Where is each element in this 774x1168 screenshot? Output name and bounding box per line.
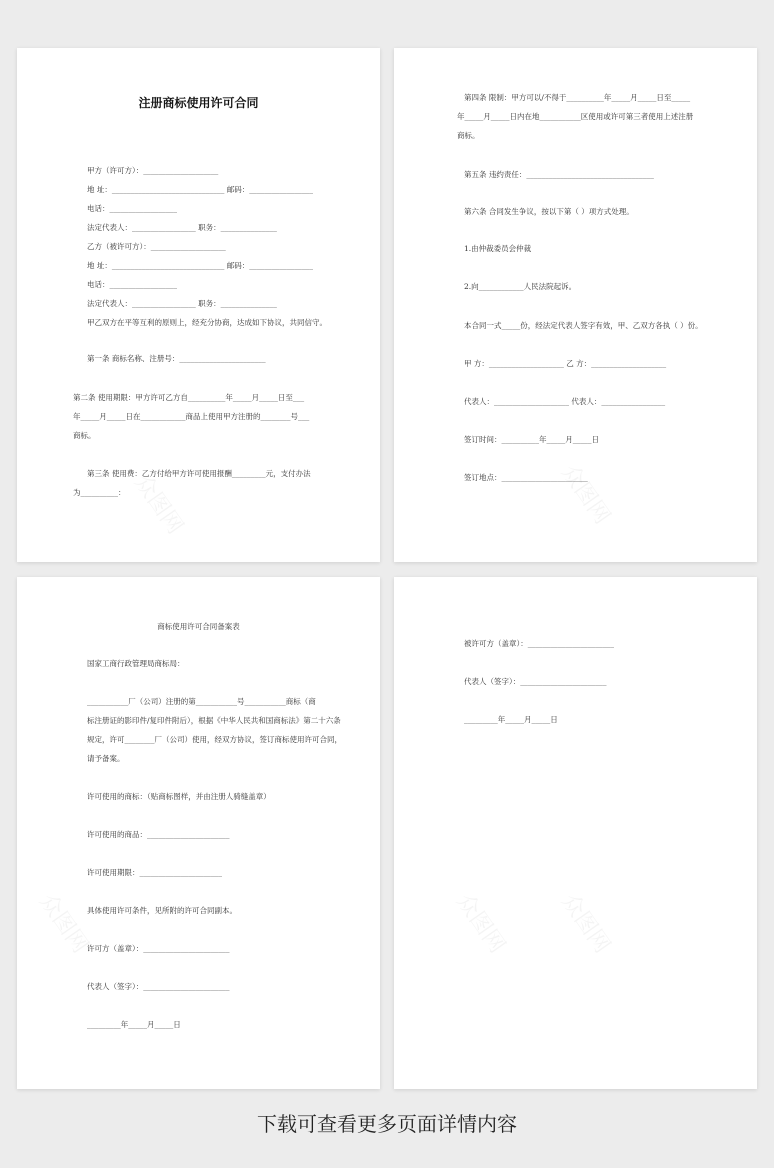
article-2-line-3: 商标。: [73, 431, 96, 440]
addressee-line: 国家工商行政管理局商标局：: [87, 659, 185, 668]
licensor-address-line: 地 址：______________________________ 邮码：_________________: [87, 185, 314, 194]
watermark: [450, 887, 513, 959]
licensee-seal-line: 被许可方（盖章）：_______________________: [464, 639, 614, 648]
parties-signature-line: 甲 方：____________________ 乙 方：____________________: [464, 359, 667, 368]
filing-body-line-2: 标注册证的影印件/复印件附后），根据《中华人民共和国商标法》第二十六条: [87, 716, 341, 725]
licensor-line: 甲方（许可方）：____________________: [87, 166, 219, 175]
watermark: [555, 887, 618, 959]
download-hint: 下载可查看更多页面详情内容: [257, 1112, 517, 1136]
license-period-line: 许可使用期限：______________________: [87, 868, 222, 877]
option-arbitration: 1.由仲裁委员会仲裁: [464, 244, 532, 253]
article-3-line-2: 为__________：: [73, 488, 126, 497]
filing-form-page-1: [17, 577, 380, 1089]
signing-place-line: 签订地点：_______________________: [464, 473, 588, 482]
article-5: 第五条 违约责任：__________________________________: [464, 170, 654, 179]
licensed-goods-line: 许可使用的商品：______________________: [87, 830, 230, 839]
filing-body-line-4: 请予备案。: [87, 754, 125, 763]
signing-date-line: 签订时间：__________年_____月_____日: [464, 435, 599, 444]
article-2-line-1: 第二条 使用期限：甲方许可乙方自__________年_____月_____日至___: [73, 393, 305, 402]
licensor-representative-line: 法定代表人：_________________ 职务：_______________: [87, 223, 277, 232]
article-3-line-1: 第三条 使用费：乙方付给甲方许可使用报酬_________元，支付办法: [87, 469, 311, 478]
article-4-line-2: 年_____月_____日内在地___________区使用或许可第三者使用上述注册: [457, 112, 694, 121]
licensee-address-line: 地 址：______________________________ 邮码：_________________: [87, 261, 314, 270]
article-4-line-1: 第四条 限制：甲方可以/不得于__________年_____月_____日至_____: [464, 93, 691, 102]
contract-page-1: [17, 48, 380, 562]
contract-title: 注册商标使用许可合同: [138, 96, 259, 110]
agreement-preamble: 甲乙双方在平等互利的原则上，经充分协商，达成如下协议，共同信守。: [87, 318, 327, 327]
article-6: 第六条 合同发生争议，按以下第（ ）项方式处理。: [464, 207, 634, 216]
licensor-phone-line: 电话：__________________: [87, 204, 177, 213]
license-conditions-line: 具体使用许可条件，见所附的许可合同副本。: [87, 906, 237, 915]
option-court: 2.向____________人民法院起诉。: [464, 282, 577, 291]
article-2-line-2: 年_____月_____日在____________商品上使用甲方注册的________号___: [73, 412, 310, 421]
representative-sign-line: 代表人（签字）：_______________________: [87, 982, 230, 991]
licensor-seal-line: 许可方（盖章）：_______________________: [87, 944, 230, 953]
licensed-trademark-line: 许可使用的商标：（贴商标图样，并由注册人骑缝盖章）: [87, 792, 271, 801]
filing-form-page-2: [394, 577, 757, 1089]
article-4-line-3: 商标。: [457, 131, 480, 140]
licensee-line: 乙方（被许可方）：____________________: [87, 242, 226, 251]
representatives-signature-line: 代表人：____________________ 代表人：_________________: [464, 397, 666, 406]
licensee-representative-sign-line: 代表人（签字）：_______________________: [464, 677, 607, 686]
filing-body-line-1: ___________厂（公司）注册的第___________号___________商标（商: [87, 697, 316, 706]
filing-date-line: _________年_____月_____日: [87, 1020, 181, 1029]
watermark: [555, 458, 618, 530]
licensee-date-line: _________年_____月_____日: [464, 715, 558, 724]
licensee-phone-line: 电话：__________________: [87, 280, 177, 289]
filing-form-title: 商标使用许可合同备案表: [157, 622, 240, 631]
copies-clause: 本合同一式_____份，经法定代表人签字有效，甲、乙双方各执（ ）份。: [464, 321, 703, 330]
licensee-representative-line: 法定代表人：_________________ 职务：_______________: [87, 299, 277, 308]
article-1: 第一条 商标名称、注册号：_______________________: [87, 354, 266, 363]
contract-page-2: [394, 48, 757, 562]
filing-body-line-3: 规定，许可________厂（公司）使用，经双方协议，签订商标使用许可合同，: [87, 735, 342, 744]
